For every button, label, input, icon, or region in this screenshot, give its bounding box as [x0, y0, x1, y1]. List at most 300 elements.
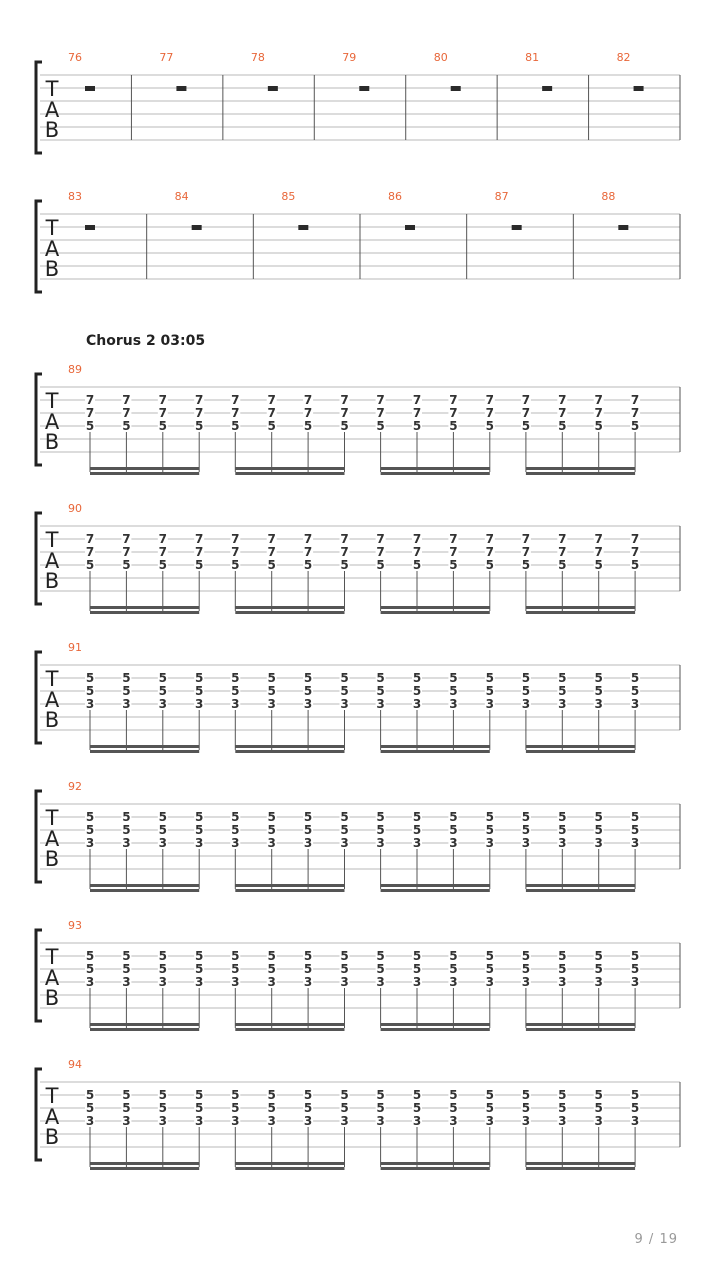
fret-number: 5 — [195, 558, 204, 572]
fret-number: 7 — [303, 545, 313, 559]
fret-number: 3 — [449, 975, 458, 989]
fret-number: 5 — [158, 962, 167, 976]
fret-number: 5 — [158, 684, 167, 698]
fret-number: 5 — [630, 1101, 640, 1115]
fret-number: 7 — [303, 406, 313, 420]
beam — [235, 606, 344, 609]
fret-number: 5 — [340, 419, 349, 433]
fret-number: 7 — [376, 393, 385, 407]
tab-system — [36, 641, 680, 753]
fret-number: 7 — [412, 532, 422, 546]
measure-number: 80 — [433, 51, 448, 64]
tab-system — [36, 51, 680, 153]
fret-number: 5 — [485, 419, 494, 433]
fret-number: 5 — [195, 684, 204, 698]
fret-number: 5 — [122, 558, 131, 572]
whole-rest — [298, 225, 308, 230]
fret-number: 5 — [303, 419, 313, 433]
fret-number: 3 — [267, 697, 276, 711]
fret-number: 7 — [267, 532, 276, 546]
beam — [381, 606, 490, 609]
fret-number: 7 — [521, 545, 531, 559]
fret-number: 7 — [558, 532, 567, 546]
tab-clef-letter: A — [44, 237, 60, 261]
fret-number: 3 — [195, 836, 204, 850]
fret-number: 5 — [158, 823, 167, 837]
fret-number: 5 — [85, 1101, 95, 1115]
fret-number: 5 — [231, 962, 240, 976]
beam — [381, 745, 490, 748]
fret-number: 7 — [376, 545, 385, 559]
beam — [235, 889, 344, 892]
whole-rest — [451, 86, 461, 91]
fret-number: 5 — [558, 949, 567, 963]
fret-number: 5 — [558, 1101, 567, 1115]
fret-number: 5 — [340, 823, 349, 837]
fret-number: 3 — [231, 697, 240, 711]
fret-number: 5 — [558, 1088, 567, 1102]
measure-number: 92 — [68, 780, 82, 793]
whole-rest — [85, 86, 95, 91]
fret-number: 5 — [340, 684, 349, 698]
fret-number: 5 — [521, 823, 531, 837]
fret-number: 5 — [158, 419, 167, 433]
fret-number: 5 — [594, 558, 603, 572]
system-bracket — [36, 1069, 42, 1160]
beam — [235, 745, 344, 748]
beam — [90, 606, 199, 609]
fret-number: 5 — [449, 823, 458, 837]
fret-number: 5 — [412, 419, 422, 433]
fret-number: 3 — [267, 1114, 276, 1128]
measure-number: 93 — [68, 919, 82, 932]
fret-number: 7 — [558, 393, 567, 407]
fret-number: 7 — [449, 406, 458, 420]
fret-number: 5 — [594, 823, 603, 837]
fret-number: 5 — [521, 1101, 531, 1115]
system-bracket — [36, 791, 42, 882]
beam — [90, 611, 199, 614]
fret-number: 3 — [122, 697, 131, 711]
fret-number: 3 — [303, 975, 313, 989]
fret-number: 5 — [158, 810, 167, 824]
fret-number: 7 — [195, 532, 204, 546]
beam — [90, 472, 199, 475]
measure-number: 79 — [342, 51, 357, 64]
fret-number: 5 — [521, 949, 531, 963]
fret-number: 5 — [521, 810, 531, 824]
fret-number: 7 — [340, 545, 349, 559]
fret-number: 5 — [122, 949, 131, 963]
fret-number: 3 — [449, 1114, 458, 1128]
fret-number: 5 — [485, 810, 494, 824]
beam — [90, 889, 199, 892]
fret-number: 3 — [594, 697, 603, 711]
fret-number: 7 — [485, 406, 494, 420]
beam — [381, 1167, 490, 1170]
fret-number: 5 — [558, 810, 567, 824]
measure-number: 77 — [159, 51, 174, 64]
fret-number: 5 — [303, 1101, 313, 1115]
tab-system — [36, 502, 680, 614]
fret-number: 5 — [267, 810, 276, 824]
measure-number: 88 — [601, 190, 616, 203]
fret-number: 5 — [594, 1088, 603, 1102]
tab-system — [36, 919, 680, 1031]
fret-number: 5 — [231, 1101, 240, 1115]
fret-number: 3 — [412, 1114, 422, 1128]
fret-number: 3 — [376, 975, 385, 989]
fret-number: 3 — [340, 836, 349, 850]
fret-number: 5 — [376, 558, 385, 572]
fret-number: 5 — [485, 823, 494, 837]
fret-number: 5 — [195, 1101, 204, 1115]
fret-number: 7 — [85, 406, 95, 420]
beam — [235, 884, 344, 887]
fret-number: 7 — [412, 393, 422, 407]
beam — [526, 606, 635, 609]
fret-number: 5 — [303, 671, 313, 685]
tab-clef-letter: A — [44, 966, 60, 990]
fret-number: 5 — [122, 1088, 131, 1102]
fret-number: 7 — [122, 532, 131, 546]
fret-number: 5 — [376, 810, 385, 824]
fret-number: 3 — [122, 1114, 131, 1128]
fret-number: 5 — [231, 949, 240, 963]
fret-number: 5 — [485, 671, 494, 685]
fret-number: 3 — [594, 836, 603, 850]
fret-number: 5 — [85, 962, 95, 976]
fret-number: 5 — [303, 810, 313, 824]
fret-number: 3 — [485, 697, 494, 711]
fret-number: 5 — [85, 671, 95, 685]
fret-number: 5 — [267, 962, 276, 976]
tab-clef-letter: A — [44, 827, 60, 851]
fret-number: 5 — [521, 558, 531, 572]
fret-number: 3 — [412, 697, 422, 711]
fret-number: 5 — [85, 558, 95, 572]
tab-clef-letter: A — [44, 410, 60, 434]
beam — [235, 1023, 344, 1026]
fret-number: 7 — [340, 393, 349, 407]
fret-number: 7 — [231, 406, 240, 420]
fret-number: 3 — [195, 975, 204, 989]
fret-number: 5 — [449, 962, 458, 976]
fret-number: 5 — [376, 684, 385, 698]
fret-number: 3 — [485, 975, 494, 989]
beam — [235, 611, 344, 614]
fret-number: 5 — [412, 684, 422, 698]
fret-number: 5 — [630, 1088, 640, 1102]
fret-number: 5 — [195, 1088, 204, 1102]
whole-rest — [405, 225, 415, 230]
fret-number: 5 — [594, 671, 603, 685]
fret-number: 3 — [412, 836, 422, 850]
fret-number: 7 — [267, 406, 276, 420]
fret-number: 3 — [303, 1114, 313, 1128]
fret-number: 5 — [122, 671, 131, 685]
fret-number: 3 — [340, 1114, 349, 1128]
fret-number: 7 — [85, 545, 95, 559]
fret-number: 7 — [122, 393, 131, 407]
fret-number: 5 — [630, 810, 640, 824]
fret-number: 3 — [558, 1114, 567, 1128]
tab-clef-letter: A — [44, 98, 60, 122]
fret-number: 7 — [521, 393, 531, 407]
tab-clef-letter: A — [44, 1105, 60, 1129]
fret-number: 5 — [195, 671, 204, 685]
fret-number: 3 — [303, 697, 313, 711]
page-number: 9 / 19 — [634, 1232, 678, 1247]
fret-number: 7 — [158, 545, 167, 559]
fret-number: 5 — [558, 558, 567, 572]
fret-number: 5 — [630, 684, 640, 698]
fret-number: 5 — [594, 949, 603, 963]
measure-number: 86 — [388, 190, 402, 203]
tab-clef-letter: T — [45, 1084, 59, 1108]
fret-number: 5 — [195, 419, 204, 433]
beam — [381, 611, 490, 614]
fret-number: 5 — [195, 823, 204, 837]
beam — [526, 472, 635, 475]
tab-clef-letter: T — [45, 77, 59, 101]
fret-number: 3 — [267, 836, 276, 850]
fret-number: 7 — [630, 532, 640, 546]
fret-number: 5 — [594, 684, 603, 698]
fret-number: 5 — [594, 1101, 603, 1115]
system-bracket — [36, 62, 42, 153]
fret-number: 5 — [85, 949, 95, 963]
measure-number: 84 — [174, 190, 189, 203]
fret-number: 7 — [85, 393, 95, 407]
fret-number: 5 — [231, 671, 240, 685]
tab-clef-letter: B — [44, 847, 60, 871]
fret-number: 7 — [122, 406, 131, 420]
fret-number: 5 — [231, 419, 240, 433]
fret-number: 5 — [122, 684, 131, 698]
whole-rest — [634, 86, 644, 91]
beam — [526, 1023, 635, 1026]
section-title: Chorus 2 03:05 — [86, 333, 206, 349]
fret-number: 5 — [630, 949, 640, 963]
fret-number: 7 — [158, 406, 167, 420]
system-bracket — [36, 652, 42, 743]
beam — [381, 1028, 490, 1031]
measure-number: 81 — [525, 51, 540, 64]
fret-number: 5 — [558, 962, 567, 976]
tab-clef-letter: B — [44, 1125, 60, 1149]
beam — [381, 472, 490, 475]
beam — [526, 1162, 635, 1165]
whole-rest — [512, 225, 522, 230]
beam — [90, 1162, 199, 1165]
system-bracket — [36, 374, 42, 465]
fret-number: 5 — [558, 823, 567, 837]
beam — [235, 1162, 344, 1165]
tab-clef-letter: T — [45, 806, 59, 830]
tab-system — [36, 190, 680, 292]
fret-number: 5 — [158, 671, 167, 685]
fret-number: 3 — [594, 975, 603, 989]
tab-clef-letter: A — [44, 688, 60, 712]
fret-number: 3 — [630, 697, 640, 711]
fret-number: 5 — [340, 671, 349, 685]
measure-number: 85 — [281, 190, 296, 203]
fret-number: 3 — [521, 836, 531, 850]
fret-number: 3 — [594, 1114, 603, 1128]
measure-number: 91 — [68, 641, 82, 654]
fret-number: 5 — [195, 962, 204, 976]
fret-number: 3 — [449, 697, 458, 711]
fret-number: 5 — [340, 962, 349, 976]
fret-number: 3 — [340, 975, 349, 989]
fret-number: 5 — [412, 810, 422, 824]
beam — [526, 889, 635, 892]
fret-number: 5 — [303, 823, 313, 837]
fret-number: 5 — [594, 810, 603, 824]
fret-number: 7 — [594, 532, 603, 546]
fret-number: 7 — [521, 532, 531, 546]
fret-number: 3 — [376, 697, 385, 711]
measure-number: 83 — [68, 190, 82, 203]
measure-number: 94 — [68, 1058, 82, 1071]
fret-number: 3 — [231, 975, 240, 989]
fret-number: 5 — [558, 671, 567, 685]
whole-rest — [359, 86, 369, 91]
fret-number: 5 — [630, 419, 640, 433]
measure-number: 82 — [616, 51, 631, 64]
fret-number: 5 — [449, 949, 458, 963]
fret-number: 5 — [85, 419, 95, 433]
fret-number: 5 — [158, 1101, 167, 1115]
fret-number: 5 — [449, 1088, 458, 1102]
tab-clef-letter: T — [45, 528, 59, 552]
fret-number: 5 — [485, 684, 494, 698]
tab-clef-letter: B — [44, 257, 60, 281]
fret-number: 5 — [303, 558, 313, 572]
fret-number: 7 — [122, 545, 131, 559]
tab-clef-letter: B — [44, 430, 60, 454]
beam — [235, 750, 344, 753]
beam — [526, 467, 635, 470]
tab-system — [36, 363, 680, 475]
fret-number: 5 — [231, 1088, 240, 1102]
whole-rest — [176, 86, 186, 91]
fret-number: 7 — [340, 406, 349, 420]
fret-number: 5 — [195, 949, 204, 963]
fret-number: 5 — [85, 810, 95, 824]
beam — [235, 1167, 344, 1170]
beam — [235, 1028, 344, 1031]
fret-number: 5 — [558, 684, 567, 698]
fret-number: 5 — [267, 823, 276, 837]
beam — [90, 467, 199, 470]
fret-number: 5 — [485, 558, 494, 572]
fret-number: 3 — [122, 836, 131, 850]
fret-number: 3 — [85, 697, 95, 711]
fret-number: 5 — [340, 810, 349, 824]
fret-number: 3 — [303, 836, 313, 850]
fret-number: 5 — [485, 949, 494, 963]
fret-number: 3 — [158, 975, 167, 989]
tab-system — [36, 1058, 680, 1170]
fret-number: 3 — [158, 697, 167, 711]
fret-number: 7 — [521, 406, 531, 420]
beam — [90, 884, 199, 887]
tab-clef-letter: B — [44, 118, 60, 142]
fret-number: 3 — [521, 1114, 531, 1128]
fret-number: 3 — [376, 836, 385, 850]
fret-number: 7 — [412, 406, 422, 420]
whole-rest — [192, 225, 202, 230]
whole-rest — [268, 86, 278, 91]
fret-number: 5 — [231, 810, 240, 824]
beam — [526, 1028, 635, 1031]
fret-number: 3 — [485, 836, 494, 850]
beam — [90, 750, 199, 753]
fret-number: 7 — [340, 532, 349, 546]
fret-number: 5 — [594, 962, 603, 976]
fret-number: 7 — [630, 545, 640, 559]
fret-number: 7 — [267, 393, 276, 407]
fret-number: 5 — [267, 1101, 276, 1115]
fret-number: 3 — [158, 836, 167, 850]
whole-rest — [618, 225, 628, 230]
beam — [235, 467, 344, 470]
fret-number: 3 — [231, 1114, 240, 1128]
fret-number: 5 — [412, 1088, 422, 1102]
fret-number: 7 — [231, 532, 240, 546]
fret-number: 3 — [558, 836, 567, 850]
beam — [526, 1167, 635, 1170]
beam — [526, 611, 635, 614]
fret-number: 5 — [158, 1088, 167, 1102]
fret-number: 5 — [158, 558, 167, 572]
beam — [526, 884, 635, 887]
beam — [90, 1023, 199, 1026]
fret-number: 5 — [122, 962, 131, 976]
fret-number: 7 — [231, 545, 240, 559]
fret-number: 7 — [158, 532, 167, 546]
measure-number: 78 — [250, 51, 265, 64]
fret-number: 5 — [630, 962, 640, 976]
fret-number: 7 — [85, 532, 95, 546]
fret-number: 5 — [267, 949, 276, 963]
fret-number: 5 — [267, 1088, 276, 1102]
beam — [381, 1023, 490, 1026]
fret-number: 3 — [485, 1114, 494, 1128]
tab-clef-letter: B — [44, 569, 60, 593]
beam — [526, 750, 635, 753]
whole-rest — [542, 86, 552, 91]
fret-number: 5 — [376, 962, 385, 976]
fret-number: 5 — [521, 684, 531, 698]
fret-number: 5 — [303, 684, 313, 698]
fret-number: 3 — [122, 975, 131, 989]
fret-number: 5 — [376, 671, 385, 685]
beam — [381, 1162, 490, 1165]
beam — [235, 472, 344, 475]
tab-clef-letter: T — [45, 667, 59, 691]
fret-number: 3 — [521, 975, 531, 989]
fret-number: 3 — [412, 975, 422, 989]
fret-number: 7 — [630, 393, 640, 407]
fret-number: 5 — [412, 949, 422, 963]
fret-number: 5 — [303, 1088, 313, 1102]
fret-number: 7 — [158, 393, 167, 407]
fret-number: 7 — [376, 532, 385, 546]
fret-number: 7 — [231, 393, 240, 407]
